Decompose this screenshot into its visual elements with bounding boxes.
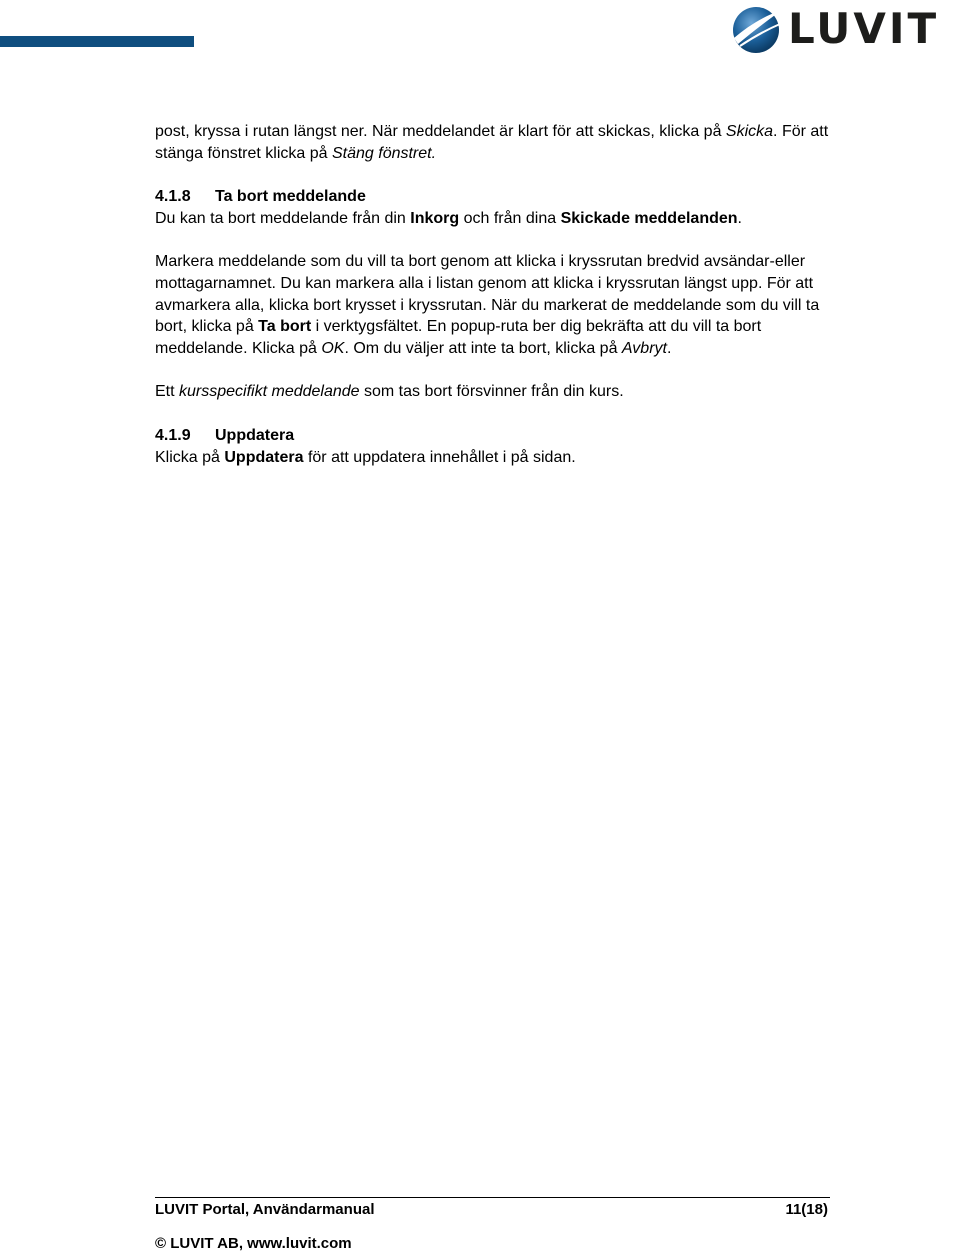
- text-span: . Om du väljer att inte ta bort, klicka på: [344, 339, 622, 357]
- text-span: Klicka på: [155, 448, 225, 466]
- emphasis-kursspecifikt: kursspecifikt meddelande: [179, 383, 360, 401]
- text-span: i verktygsfältet. En popup-ruta ber dig bekräfta att du vill ta bort meddelande. Klicka på: [155, 318, 762, 357]
- text-span: för att uppdatera innehållet i på sidan.: [303, 448, 576, 466]
- text-span: .: [737, 209, 742, 227]
- footer-copyright: © LUVIT AB, www.luvit.com: [155, 1235, 352, 1252]
- text-span: post, kryssa i rutan längst ner. När meddelandet är klart för att skickas, klicka på: [155, 123, 726, 140]
- text-span: och från dina: [459, 209, 561, 227]
- text-span: .: [666, 339, 672, 357]
- bold-ta-bort: Ta bort: [258, 318, 312, 336]
- text-span: Ett: [155, 383, 180, 401]
- text-span: Du kan ta bort meddelande från din: [155, 209, 411, 227]
- section-title: Uppdatera: [215, 426, 295, 444]
- text-span: . För att stänga fönstret klicka på: [155, 123, 829, 162]
- bold-uppdatera: Uppdatera: [224, 448, 304, 466]
- section-number: 4.1.8: [155, 188, 191, 206]
- section-title: Ta bort meddelande: [215, 188, 366, 206]
- footer-divider: [155, 1197, 830, 1198]
- emphasis-skicka: Skicka: [725, 123, 774, 140]
- section-number: 4.1.9: [155, 426, 191, 444]
- emphasis-ok: OK: [321, 339, 345, 357]
- emphasis-stang-fonstret: Stäng fönstret.: [331, 144, 437, 162]
- section-heading-4-1-9: [155, 425, 845, 447]
- paragraph-418-1: [155, 208, 845, 230]
- globe-icon: [730, 2, 784, 56]
- page-number: 11(18): [785, 1201, 828, 1218]
- intro-paragraph: [155, 121, 845, 164]
- paragraph-418-2: [155, 251, 845, 359]
- bold-skickade-meddelanden: Skickade meddelanden: [560, 209, 738, 227]
- text-span: Markera meddelande som du vill ta bort genom att klicka i kryssrutan bredvid avsändar-eller mottagarnamnet. Du kan markera alla i listan genom att klicka i kryssrutan längst upp. För att avmarkera alla, klicka bort krysset i kryssrutan. När du markerat de meddelande som du vill ta bort, klicka på: [155, 253, 820, 336]
- emphasis-avbryt: Avbryt: [621, 339, 667, 357]
- text-span: som tas bort försvinner från din kurs.: [359, 383, 624, 401]
- document-body: [155, 121, 845, 468]
- luvit-logo: [730, 2, 960, 56]
- section-heading-4-1-8: [155, 186, 845, 208]
- paragraph-419-1: [155, 447, 845, 469]
- header-accent-bar: [0, 36, 194, 47]
- bold-inkorg: Inkorg: [410, 209, 460, 227]
- footer-document-title: LUVIT Portal, Användarmanual: [155, 1201, 375, 1218]
- paragraph-418-3: [155, 381, 845, 403]
- logo-wordmark: LUVIT: [788, 4, 940, 53]
